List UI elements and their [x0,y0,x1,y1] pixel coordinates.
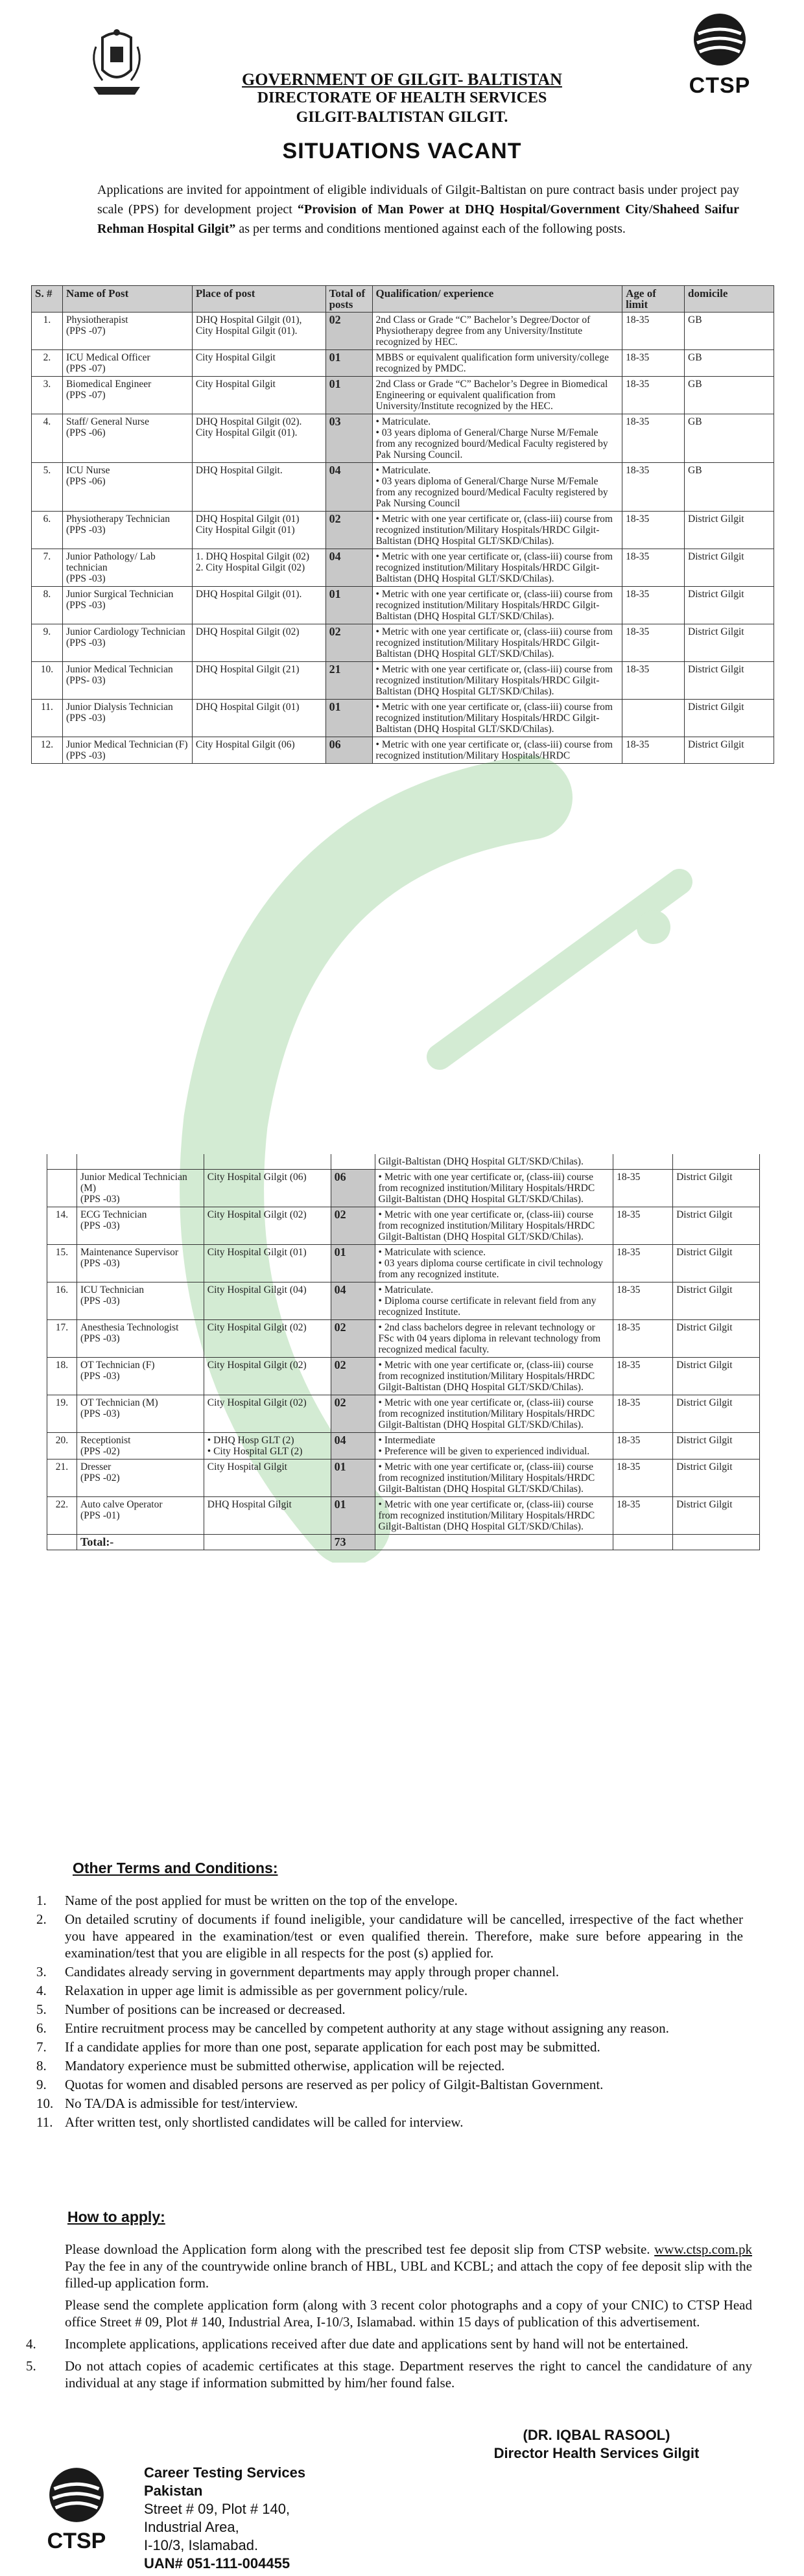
cell-qualification: • Metric with one year certificate or, (class-iii) course from recognized institution/Military Hospitals/HRDC Gilgit-Baltistan (DHQ Hospital GLT/SKD/Chilas). [372,549,622,587]
table-header-row [32,286,774,313]
cell-qualification: • Metric with one year certificate or, (class-iii) course from recognized institution/Military Hospitals/HRDC Gilgit-Baltistan (DHQ Hospital GLT/SKD/Chilas). [375,1358,613,1395]
cell-domicile: GB [685,377,774,414]
table-row [47,1207,760,1245]
term-item [36,2038,743,2055]
table-row [47,1282,760,1320]
cell-place: DHQ Hospital Gilgit (01) [192,700,325,737]
continuation-text: Gilgit-Baltistan (DHQ Hospital GLT/SKD/Chilas). [375,1154,613,1170]
cell-age-limit: 18-35 [622,587,685,624]
cell-domicile: District Gilgit [685,662,774,700]
term-number: 10. [36,2096,54,2111]
location-heading: GILGIT-BALTISTAN GILGIT. [296,109,508,126]
cell-qualification: 2nd Class or Grade “C” Bachelor’s Degree/Doctor of Physiotherapy degree from any University/Institute recognized by HEC. [372,313,622,350]
ctsp-globe-icon [47,2466,106,2524]
address-line-1: Street # 09, Plot # 140, [144,2501,290,2517]
cell-place: 1. DHQ Hospital Gilgit (02) 2. City Hospital Gilgit (02) [192,549,325,587]
cell-age-limit: 18-35 [622,377,685,414]
cell-qualification: • Metric with one year certificate or, (class-iii) course from recognized institution/Military Hospitals/HRDC Gilgit-Baltistan (DHQ Hospital GLT/SKD/Chilas). [375,1395,613,1433]
term-item [36,1963,743,1980]
table-row [47,1358,760,1395]
cell-domicile: District Gilgit [673,1320,760,1358]
total-value: 73 [331,1535,375,1550]
cell-age-limit: 18-35 [613,1433,673,1459]
cell-qualification: MBBS or equivalent qualification form university/college recognized by PMDC. [372,350,622,377]
term-number: 3. [36,1964,47,1979]
term-number: 9. [36,2077,47,2092]
term-item [36,2057,743,2074]
cell-age-limit: 18-35 [622,737,685,764]
table-row [32,463,774,512]
cell-post-name: Physiotherapy Technician (PPS -03) [62,512,192,549]
table-row [47,1433,760,1459]
cell-domicile: GB [685,463,774,512]
cell-total-posts: 04 [331,1282,375,1320]
cell-post-name: Anesthesia Technologist (PPS -03) [77,1320,204,1358]
uan-number: UAN# 051-111-004455 [144,2555,290,2571]
cell-total-posts: 02 [331,1358,375,1395]
table-row [32,414,774,463]
cell-total-posts: 01 [331,1245,375,1282]
howto-item4-text: Incomplete applications, applications received after due date and applications sent by hand will not be entertained. [65,2336,689,2352]
cell-total-posts: 02 [331,1395,375,1433]
term-text: After written test, only shortlisted candidates will be called for interview. [65,2114,464,2130]
cell-domicile: District Gilgit [685,587,774,624]
howto-item-number: 5. [26,2358,36,2374]
cell-serial: 2. [32,350,63,377]
cell-place: City Hospital Gilgit (02) [204,1358,331,1395]
vacancy-table-body-continued [47,1154,760,1550]
table-row [47,1170,760,1207]
cell-post-name: Junior Dialysis Technician (PPS -03) [62,700,192,737]
cell-domicile: GB [685,313,774,350]
term-number: 2. [36,1911,47,1927]
vacancy-table-body [32,313,774,764]
cell-age-limit: 18-35 [613,1282,673,1320]
cell-domicile: District Gilgit [685,700,774,737]
term-text: Number of positions can be increased or decreased. [65,2002,346,2017]
cell-total-posts: 01 [331,1459,375,1497]
cell-post-name: Staff/ General Nurse (PPS -06) [62,414,192,463]
cell-domicile: District Gilgit [673,1358,760,1395]
cell-place: DHQ Hospital Gilgit (01). [192,587,325,624]
cell-serial: 6. [32,512,63,549]
cell-place: City Hospital Gilgit (02) [204,1207,331,1245]
cell-total-posts: 01 [325,377,372,414]
howto-item-download [26,2241,752,2291]
cell-total-posts: 03 [325,414,372,463]
cell-place: DHQ Hospital Gilgit. [192,463,325,512]
term-number: 11. [36,2114,53,2130]
cell-total-posts: 01 [331,1497,375,1535]
cell-qualification: • Metric with one year certificate or, (class-iii) course from recognized institution/Military Hospitals/HRDC Gilgit-Baltistan (DHQ Hospital GLT/SKD/Chilas). [372,512,622,549]
table-row [32,662,774,700]
cell-domicile: District Gilgit [673,1497,760,1535]
col-header-post: Name of Post [62,286,192,313]
ctsp-globe-icon [692,12,748,67]
table-row [47,1245,760,1282]
cell-total-posts: 06 [331,1170,375,1207]
ctsp-logo-text: CTSP [689,73,751,98]
cell-place: City Hospital Gilgit (06) [204,1170,331,1207]
table-row [32,313,774,350]
cell-post-name: OT Technician (M) (PPS -03) [77,1395,204,1433]
cell-total-posts: 04 [325,463,372,512]
col-header-domicile: domicile [685,286,774,313]
cell-qualification: • Metric with one year certificate or, (class-iii) course from recognized institution/Military Hospitals/HRDC [372,737,622,764]
cell-domicile: District Gilgit [685,737,774,764]
cell-serial: 18. [47,1358,77,1395]
term-number: 5. [36,2002,47,2017]
cell-post-name: Junior Medical Technician (M) (PPS -03) [77,1170,204,1207]
ctsp-footer-text: CTSP [47,2529,106,2553]
signatory-title: Director Health Services Gilgit [493,2445,700,2461]
term-item [36,2076,743,2093]
cell-total-posts: 02 [331,1207,375,1245]
cell-post-name: Maintenance Supervisor (PPS -03) [77,1245,204,1282]
term-text: On detailed scrutiny of documents if found ineligible, your candidature will be cancelled, irrespective of the fact whether you have appeared in the examination/test or even qualified therein. Therefore, make sure before appearing in the examination/test that you are eligible in all respects for the post (s) applied for. [65,1911,743,1961]
cell-place: City Hospital Gilgit [204,1459,331,1497]
term-text: If a candidate applies for more than one post, separate application for each post may be submitted. [65,2039,600,2055]
cell-serial: 15. [47,1245,77,1282]
terms-heading: Other Terms and Conditions: [73,1860,278,1876]
cell-total-posts: 02 [325,512,372,549]
vacancy-table-part2 [47,1154,760,1550]
cell-serial: 20. [47,1433,77,1459]
col-header-place: Place of post [192,286,325,313]
table-row [32,350,774,377]
cell-domicile: District Gilgit [685,549,774,587]
page-title: SITUATIONS VACANT [282,139,522,163]
cell-qualification: • Metric with one year certificate or, (class-iii) course from recognized institution/Military Hospitals/HRDC Gilgit-Baltistan (DHQ Hospital GLT/SKD/Chilas). [375,1459,613,1497]
table-row [32,377,774,414]
cell-domicile: District Gilgit [673,1395,760,1433]
cell-serial: 10. [32,662,63,700]
cell-total-posts: 02 [331,1320,375,1358]
address-line-2: Industrial Area, [144,2519,239,2535]
cell-post-name: Junior Medical Technician (F) (PPS -03) [62,737,192,764]
cell-serial: 4. [32,414,63,463]
cell-qualification: • Metric with one year certificate or, (class-iii) course from recognized institution/Military Hospitals/HRDC Gilgit-Baltistan (DHQ Hospital GLT/SKD/Chilas). [372,624,622,662]
cell-total-posts: 02 [325,313,372,350]
cell-serial: 19. [47,1395,77,1433]
howto-item1-text-cont: Pay the fee in any of the countrywide online branch of HBL, UBL and KCBL; and attach the copy of fee deposit slip with the filled-up application form. [65,2258,752,2291]
cell-age-limit: 18-35 [613,1395,673,1433]
cell-post-name: OT Technician (F) (PPS -03) [77,1358,204,1395]
term-text: Entire recruitment process may be cancelled by competent authority at any stage without assigning any reason. [65,2020,669,2036]
cell-domicile: District Gilgit [685,512,774,549]
howto-item1-text: Please download the Application form along with the prescribed test fee deposit slip from CTSP website. [65,2241,655,2257]
term-text: No TA/DA is admissible for test/interview. [65,2096,298,2111]
cell-post-name: ICU Medical Officer (PPS -07) [62,350,192,377]
table-row [32,737,774,764]
cell-serial: 8. [32,587,63,624]
howto-item-certificates [26,2357,752,2391]
cell-domicile: District Gilgit [673,1170,760,1207]
cell-total-posts: 01 [325,700,372,737]
cell-age-limit: 18-35 [613,1459,673,1497]
cell-qualification: • Metric with one year certificate or, (class-iii) course from recognized institution/Military Hospitals/HRDC Gilgit-Baltistan (DHQ Hospital GLT/SKD/Chilas). [375,1170,613,1207]
cell-age-limit: 18-35 [622,549,685,587]
intro-text-start: Applications are invited for appointment of eligible individuals of Gilgit-Baltistan on pure contract basis under project pay scale (PPS) for development project [97,183,739,217]
cell-domicile: GB [685,414,774,463]
cell-place: City Hospital Gilgit [192,350,325,377]
signatory-block [454,2426,739,2463]
cell-age-limit: 18-35 [613,1207,673,1245]
cell-place: • DHQ Hosp GLT (2) • City Hospital GLT (2) [204,1433,331,1459]
term-text: Candidates already serving in government departments may apply through proper channel. [65,1964,560,1979]
cell-domicile: District Gilgit [673,1433,760,1459]
cell-qualification: • Intermediate • Preference will be given to experienced individual. [375,1433,613,1459]
howto-item5-text: Do not attach copies of academic certificates at this stage. Department reserves the right to cancel the candidature of any individual at any stage if information submitted by him/her found false. [65,2358,752,2391]
cell-post-name: Junior Surgical Technician (PPS -03) [62,587,192,624]
cell-qualification: • Matriculate. • 03 years diploma of General/Charge Nurse M/Female from any recognized bourd/Medical Faculty registered by Pak Nursing Council. [372,414,622,463]
cell-age-limit: 18-35 [622,624,685,662]
table-row [32,549,774,587]
cell-serial: 12. [32,737,63,764]
term-item [36,1911,743,1961]
cell-domicile: District Gilgit [685,624,774,662]
cell-post-name: Junior Pathology/ Lab technician (PPS -03) [62,549,192,587]
cell-total-posts: 21 [325,662,372,700]
ctsp-org-name: Career Testing Services Pakistan [144,2464,306,2499]
cell-serial: 3. [32,377,63,414]
cell-serial: 11. [32,700,63,737]
term-number: 8. [36,2058,47,2074]
col-header-total: Total of posts [325,286,372,313]
term-item [36,2095,743,2112]
col-header-age: Age of limit [622,286,685,313]
cell-place: City Hospital Gilgit (06) [192,737,325,764]
cell-place: DHQ Hospital Gilgit (01) City Hospital Gilgit (01) [192,512,325,549]
cell-place: City Hospital Gilgit [192,377,325,414]
term-item [36,2001,743,2018]
howto-item2-text: Please send the complete application form (along with 3 recent color photographs and a copy of your CNIC) to CTSP Head office Street # 09, Plot # 140, Industrial Area, I-10/3, Islamabad. within 15 days of publication of this advertisement. [65,2297,752,2330]
cell-serial: 14. [47,1207,77,1245]
cell-post-name: ICU Nurse (PPS -06) [62,463,192,512]
cell-domicile: GB [685,350,774,377]
cell-domicile: District Gilgit [673,1245,760,1282]
term-text: Name of the post applied for must be written on the top of the envelope. [65,1893,458,1908]
term-number: 4. [36,1983,47,1998]
cell-place: City Hospital Gilgit (04) [204,1282,331,1320]
term-text: Relaxation in upper age limit is admissible as per government policy/rule. [65,1983,468,1998]
address-line-3: I-10/3, Islamabad. [144,2537,259,2553]
cell-total-posts: 01 [325,587,372,624]
cell-post-name: Dresser (PPS -02) [77,1459,204,1497]
government-heading: GOVERNMENT OF GILGIT- BALTISTAN [242,70,562,89]
term-number: 1. [36,1893,47,1908]
howto-item-send [26,2297,752,2330]
cell-serial [47,1170,77,1207]
cell-place: City Hospital Gilgit (02) [204,1320,331,1358]
term-item [36,1892,743,1909]
cell-serial: 21. [47,1459,77,1497]
ctsp-website-link[interactable]: www.ctsp.com.pk [654,2241,752,2257]
cell-post-name: Junior Medical Technician (PPS- 03) [62,662,192,700]
cell-total-posts: 04 [331,1433,375,1459]
cell-post-name: Physiotherapist (PPS -07) [62,313,192,350]
cell-qualification: • Metric with one year certificate or, (class-iii) course from recognized institution/Military Hospitals/HRDC Gilgit-Baltistan (DHQ Hospital GLT/SKD/Chilas). [375,1207,613,1245]
cell-post-name: Junior Cardiology Technician (PPS -03) [62,624,192,662]
terms-list [36,1892,743,2133]
cell-age-limit: 18-35 [613,1245,673,1282]
cell-post-name: ICU Technician (PPS -03) [77,1282,204,1320]
cell-qualification: • Metric with one year certificate or, (class-iii) course from recognized institution/Military Hospitals/HRDC Gilgit-Baltistan (DHQ Hospital GLT/SKD/Chilas). [372,700,622,737]
cell-age-limit: 18-35 [613,1497,673,1535]
term-number: 7. [36,2039,47,2055]
cell-serial: 17. [47,1320,77,1358]
term-number: 6. [36,2020,47,2036]
cell-qualification: • 2nd class bachelors degree in relevant technology or FSc with 04 years diploma in relevant technology from recognized medical faculty. [375,1320,613,1358]
cell-age-limit: 18-35 [613,1320,673,1358]
cell-qualification: 2nd Class or Grade “C” Bachelor’s Degree in Biomedical Engineering or equivalent qualification from University/Institute recognized by the HEC. [372,377,622,414]
cell-place: DHQ Hospital Gilgit (01), City Hospital Gilgit (01). [192,313,325,350]
total-row [47,1535,760,1550]
cell-post-name: Biomedical Engineer (PPS -07) [62,377,192,414]
cell-place: DHQ Hospital Gilgit (21) [192,662,325,700]
table-row [47,1395,760,1433]
cell-age-limit: 18-35 [622,662,685,700]
table-row [32,512,774,549]
cell-place: DHQ Hospital Gilgit (02) [192,624,325,662]
total-label: Total:- [77,1535,204,1550]
ctsp-address-block [144,2464,338,2573]
cell-serial: 9. [32,624,63,662]
ctsp-footer-logo [38,2466,115,2554]
cell-age-limit: 18-35 [622,313,685,350]
cell-post-name: Receptionist (PPS -02) [77,1433,204,1459]
term-text: Quotas for women and disabled persons are reserved as per policy of Gilgit-Baltistan Government. [65,2077,604,2092]
table-row [47,1459,760,1497]
cell-age-limit: 18-35 [613,1170,673,1207]
cell-post-name: ECG Technician (PPS -03) [77,1207,204,1245]
cell-age-limit: 18-35 [622,463,685,512]
howto-item-number: 4. [26,2336,36,2352]
vacancy-table-part1 [31,285,774,764]
continuation-row [47,1154,760,1170]
cell-total-posts: 06 [325,737,372,764]
cell-domicile: District Gilgit [673,1459,760,1497]
cell-place: City Hospital Gilgit (02) [204,1395,331,1433]
term-item [36,2020,743,2037]
cell-place: DHQ Hospital Gilgit (02). City Hospital Gilgit (01). [192,414,325,463]
cell-serial: 5. [32,463,63,512]
term-item [36,1982,743,1999]
table-row [32,624,774,662]
intro-text-end: as per terms and conditions mentioned against each of the following posts. [235,222,626,236]
col-header-qualification: Qualification/ experience [372,286,622,313]
cell-place: DHQ Hospital Gilgit [204,1497,331,1535]
cell-total-posts: 01 [325,350,372,377]
intro-paragraph [97,180,739,239]
table-row [32,700,774,737]
cell-qualification: • Metric with one year certificate or, (class-iii) course from recognized institution/Military Hospitals/HRDC Gilgit-Baltistan (DHQ Hospital GLT/SKD/Chilas). [372,662,622,700]
col-header-sn: S. # [32,286,63,313]
table-row [47,1320,760,1358]
cell-total-posts: 02 [325,624,372,662]
cell-age-limit: 18-35 [613,1358,673,1395]
cell-serial: 16. [47,1282,77,1320]
directorate-heading: DIRECTORATE OF HEALTH SERVICES [257,89,547,106]
cell-age-limit [622,700,685,737]
cell-domicile: District Gilgit [673,1207,760,1245]
cell-qualification: • Matriculate. • 03 years diploma of General/Charge Nurse M/Female from any recognized bourd/Medical Faculty registered by Pak Nursing Council [372,463,622,512]
intro-project-name: “Provision of Man Power at DHQ Hospital/Government City/Shaheed Saifur Rehman Hospital Gilgit” [97,202,740,236]
cell-serial: 7. [32,549,63,587]
how-to-apply-list [26,2241,752,2396]
cell-age-limit: 18-35 [622,512,685,549]
cell-qualification: • Matriculate. • Diploma course certificate in relevant field from any recognized Institute. [375,1282,613,1320]
term-item [36,2114,743,2131]
table-row [32,587,774,624]
table-row [47,1497,760,1535]
cell-qualification: • Metric with one year certificate or, (class-iii) course from recognized institution/Military Hospitals/HRDC Gilgit-Baltistan (DHQ Hospital GLT/SKD/Chilas). [372,587,622,624]
cell-serial: 1. [32,313,63,350]
howto-item-incomplete [26,2335,752,2352]
how-to-apply-heading: How to apply: [67,2208,165,2225]
cell-total-posts: 04 [325,549,372,587]
cell-place: City Hospital Gilgit (01) [204,1245,331,1282]
term-text: Mandatory experience must be submitted otherwise, application will be rejected. [65,2058,505,2074]
cell-age-limit: 18-35 [622,350,685,377]
signatory-name: (DR. IQBAL RASOOL) [523,2427,670,2443]
cell-qualification: • Metric with one year certificate or, (class-iii) course from recognized institution/Military Hospitals/HRDC Gilgit-Baltistan (DHQ Hospital GLT/SKD/Chilas). [375,1497,613,1535]
cell-domicile: District Gilgit [673,1282,760,1320]
cell-qualification: • Matriculate with science. • 03 years diploma course certificate in civil technology from any recognized institute. [375,1245,613,1282]
cell-age-limit: 18-35 [622,414,685,463]
cell-post-name: Auto calve Operator (PPS -01) [77,1497,204,1535]
cell-serial: 22. [47,1497,77,1535]
